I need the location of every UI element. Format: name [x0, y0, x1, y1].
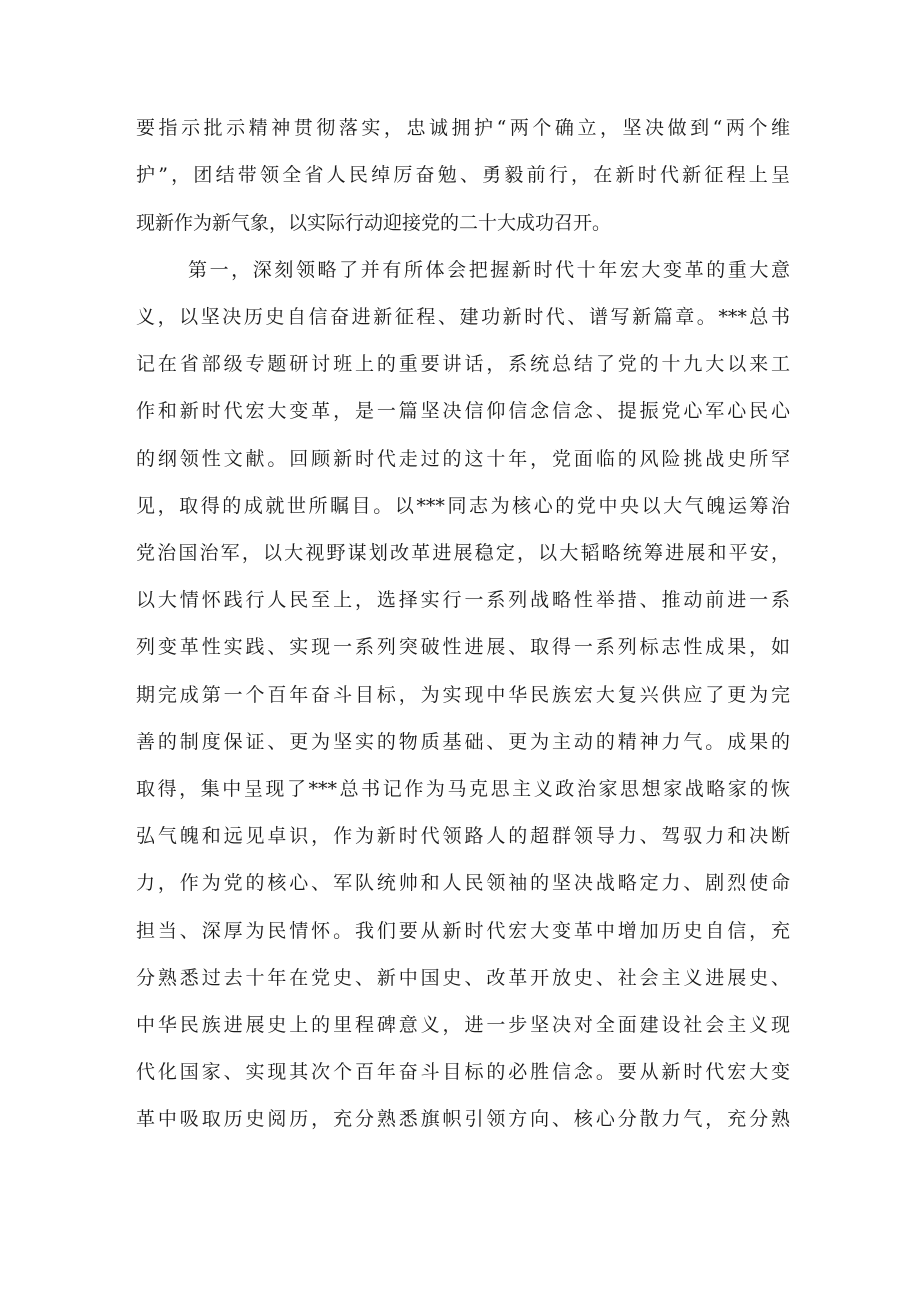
text-line: 记在省部级专题研讨班上的重要讲话，系统总结了党的十九大以来工: [136, 353, 790, 375]
text-line: 期完成第一个百年奋斗目标，为实现中华民族宏大复兴供应了更为完: [136, 684, 790, 706]
text-line: 分熟悉过去十年在党史、新中国史、改革开放史、社会主义进展史、: [136, 967, 790, 989]
text-line: 以大情怀践行人民至上，选择实行一系列战略性举措、推动前进一系: [136, 589, 790, 611]
text-line: 的纲领性文献。回顾新时代走过的这十年，党面临的风险挑战史所罕: [136, 448, 790, 470]
text-line: 力，作为党的核心、军队统帅和人民领袖的坚决战略定力、剧烈使命: [136, 872, 790, 894]
text-line: 革中吸取历史阅历，充分熟悉旗帜引领方向、核心分散力气，充分熟: [136, 1108, 790, 1130]
text-line: 要指示批示精神贯彻落实，忠诚拥护“两个确立，坚决做到“两个维: [136, 117, 790, 139]
text-line: 担当、深厚为民情怀。我们要从新时代宏大变革中增加历史自信，充: [136, 920, 790, 942]
text-line: 党治国治军，以大视野谋划改革进展稳定，以大韬略统筹进展和平安，: [136, 542, 790, 564]
text-line: 现新作为新气象，以实际行动迎接党的二十大成功召开。: [136, 212, 612, 234]
text-line: 中华民族进展史上的里程碑意义，进一步坚决对全面建设社会主义现: [136, 1014, 790, 1036]
text-line: 取得，集中呈现了***总书记作为马克思主义政治家思想家战略家的恢: [136, 778, 790, 800]
text-line: 代化国家、实现其次个百年奋斗目标的必胜信念。要从新时代宏大变: [136, 1061, 790, 1083]
text-line: 作和新时代宏大变革，是一篇坚决信仰信念信念、提振党心军心民心: [136, 400, 790, 422]
text-line: 善的制度保证、更为坚实的物质基础、更为主动的精神力气。成果的: [136, 731, 790, 753]
text-line: 义，以坚决历史自信奋进新征程、建功新时代、谱写新篇章。***总书: [136, 306, 790, 328]
text-line: 见，取得的成就世所瞩目。以***同志为核心的党中央以大气魄运筹治: [136, 495, 790, 517]
text-line: 护”，团结带领全省人民绰厉奋勉、勇毅前行，在新时代新征程上呈: [136, 164, 790, 186]
text-line: 弘气魄和远见卓识，作为新时代领路人的超群领导力、驾驭力和决断: [136, 825, 790, 847]
paragraph-first-line: 第一，深刻领略了并有所体会把握新时代十年宏大变革的重大意: [188, 259, 790, 281]
text-line: 列变革性实践、实现一系列突破性进展、取得一系列标志性成果，如: [136, 636, 790, 658]
